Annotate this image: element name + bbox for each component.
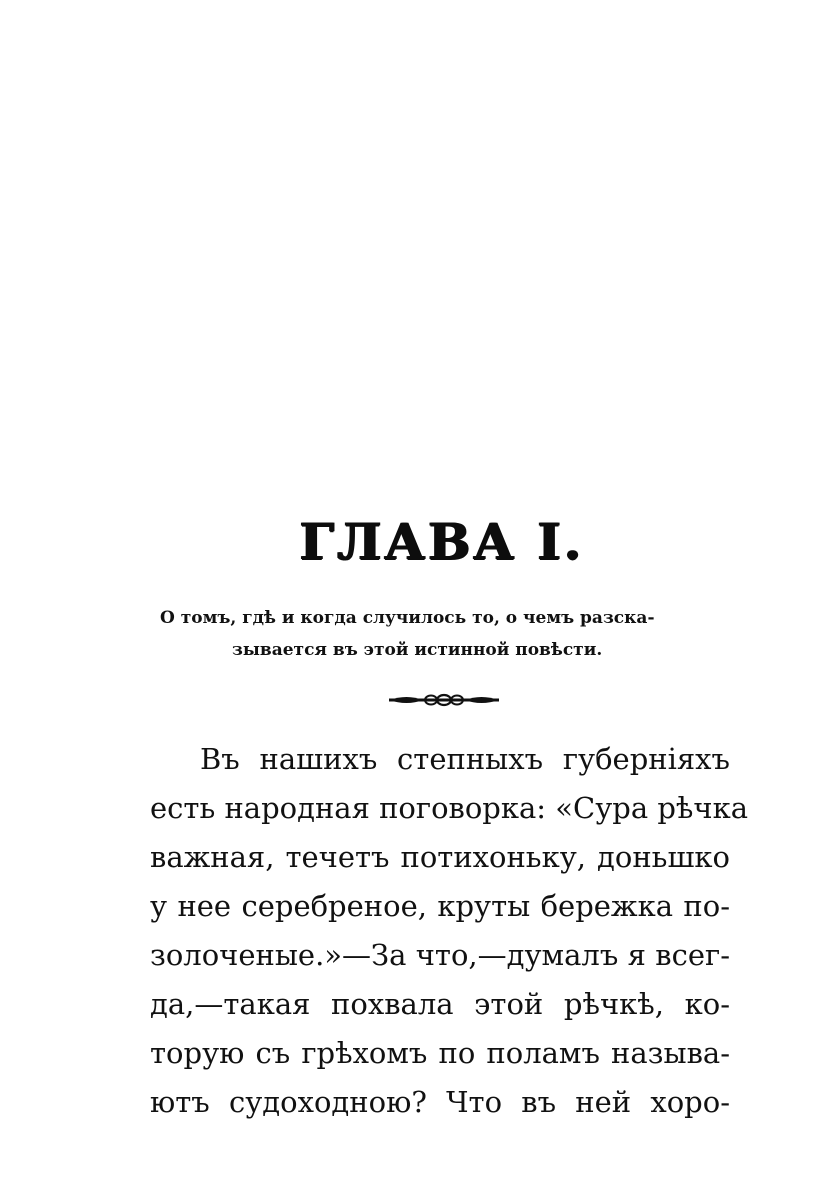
body-line: Въ нашихъ степныхъ губерніяхъ bbox=[200, 742, 730, 776]
decorative-rule-icon bbox=[387, 690, 501, 710]
chapter-body bbox=[150, 735, 748, 1127]
body-line: торую съ грѣхомъ по поламъ называ- bbox=[150, 1036, 730, 1070]
body-line: ютъ судоходною? Что въ ней хоро- bbox=[150, 1085, 730, 1119]
chapter-summary bbox=[160, 602, 730, 666]
body-line: золоченые.»—За что,—думалъ я всег- bbox=[150, 938, 730, 972]
body-line: важная, течетъ потихоньку, доньшко bbox=[150, 840, 730, 874]
summary-line: зывается въ этой истинной повѣсти. bbox=[232, 640, 603, 660]
chapter-title: ГЛАВА I. bbox=[299, 512, 585, 571]
body-line: да,—такая похвала этой рѣчкѣ, ко- bbox=[150, 987, 730, 1021]
body-line: у нее серебреное, круты бережка по- bbox=[150, 889, 730, 923]
body-line: есть народная поговорка: «Сура рѣчка bbox=[150, 791, 748, 825]
summary-line: О томъ, гдѣ и когда случилось то, о чемъ разска- bbox=[160, 608, 655, 628]
